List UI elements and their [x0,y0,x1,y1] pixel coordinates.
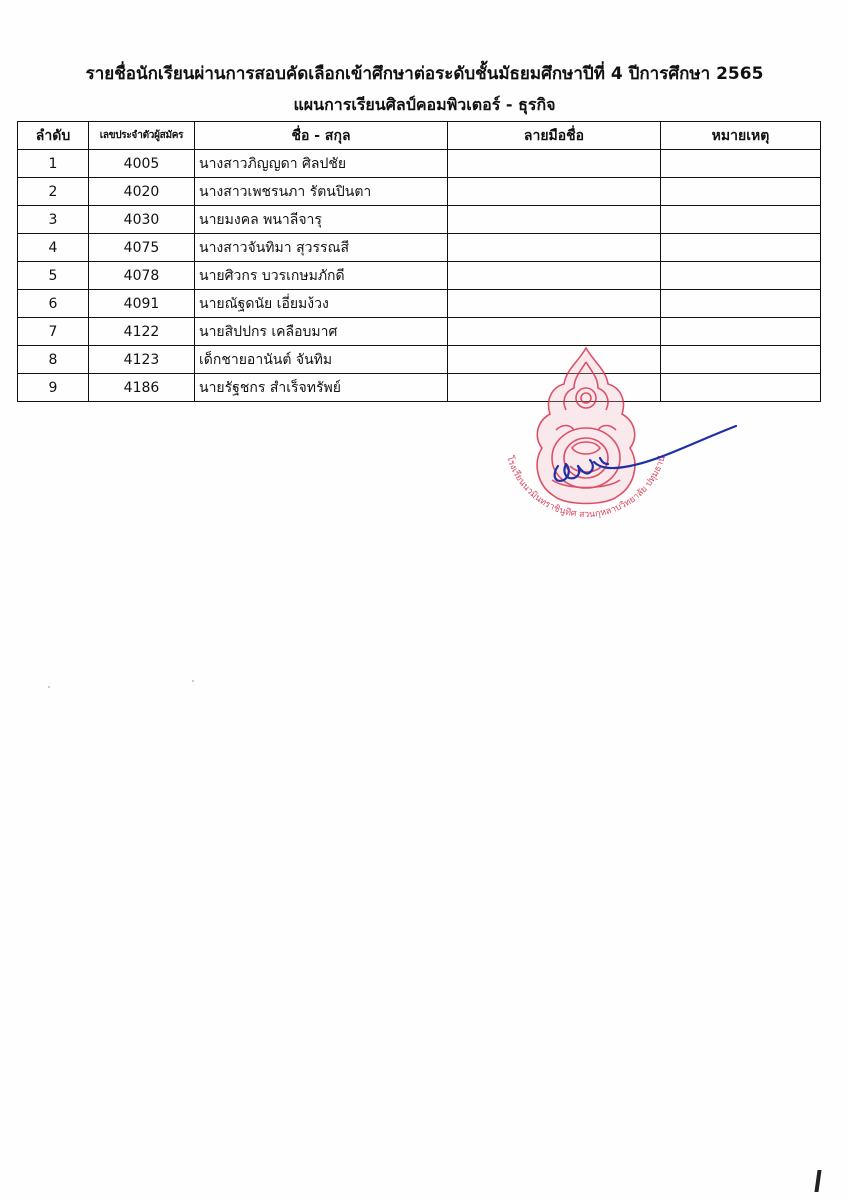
cell-order: 3 [18,206,89,234]
cell-name: เด็กชายอานันต์ จันทิม [195,346,448,374]
table-row [18,262,821,290]
header-order: ลำดับ [18,122,89,150]
cell-remark [661,234,821,262]
cell-applicant-id: 4186 [89,374,195,402]
header-name: ชื่อ - สกุล [195,122,448,150]
cell-applicant-id: 4078 [89,262,195,290]
cell-order: 5 [18,262,89,290]
cell-remark [661,150,821,178]
seal-lettering: โรงเรียนนวมินทราชินูทิศ สวนกุหลาบวิทยาลัย ปทุมธานี [504,454,668,521]
cell-remark [661,178,821,206]
cell-remark [661,262,821,290]
cell-order: 4 [18,234,89,262]
cell-signature [448,206,661,234]
table-header-row [18,122,821,150]
table-row [18,290,821,318]
scan-speck [192,680,194,682]
scan-speck [48,686,50,688]
cell-name: นางสาวเพชรนภา รัตนปินตา [195,178,448,206]
document-subtitle: แผนการเรียนศิลป์คอมพิวเตอร์ - ธุรกิจ [293,95,556,114]
cell-signature [448,262,661,290]
cell-applicant-id: 4123 [89,346,195,374]
handwritten-signature [540,418,750,498]
cell-name: นายมงคล พนาลีจารุ [195,206,448,234]
cell-applicant-id: 4122 [89,318,195,346]
table-body [18,150,821,402]
cell-name: นายรัฐชกร สำเร็จทรัพย์ [195,374,448,402]
table-row [18,206,821,234]
cell-applicant-id: 4020 [89,178,195,206]
cell-name: นางสาวภิญญดา ศิลปชัย [195,150,448,178]
cell-signature [448,234,661,262]
cell-applicant-id: 4091 [89,290,195,318]
scan-corner-mark [814,1170,821,1192]
cell-order: 8 [18,346,89,374]
cell-applicant-id: 4030 [89,206,195,234]
table-row [18,346,821,374]
header-signature: ลายมือชื่อ [448,122,661,150]
table-row [18,150,821,178]
cell-name: นายศิวกร บวรเกษมภักดี [195,262,448,290]
header-applicant-id: เลขประจำตัวผู้สมัคร [89,122,195,150]
table-row [18,234,821,262]
cell-remark [661,290,821,318]
cell-name: นายสิปปกร เคลือบมาศ [195,318,448,346]
cell-order: 2 [18,178,89,206]
cell-order: 7 [18,318,89,346]
cell-order: 9 [18,374,89,402]
cell-order: 1 [18,150,89,178]
cell-remark [661,206,821,234]
cell-applicant-id: 4075 [89,234,195,262]
cell-name: นายณัฐดนัย เอี่ยมง้วง [195,290,448,318]
table-row [18,374,821,402]
table-row [18,178,821,206]
cell-signature [448,150,661,178]
header-remark: หมายเหตุ [661,122,821,150]
cell-applicant-id: 4005 [89,150,195,178]
cell-signature [448,178,661,206]
cell-signature [448,290,661,318]
student-roster-table [17,121,821,402]
table-row [18,318,821,346]
document-title: รายชื่อนักเรียนผ่านการสอบคัดเลือกเข้าศึกษาต่อระดับชั้นมัธยมศึกษาปีที่ 4 ปีการศึกษา 2565 [85,64,764,84]
cell-name: นางสาวจันทิมา สุวรรณสี [195,234,448,262]
cell-order: 6 [18,290,89,318]
